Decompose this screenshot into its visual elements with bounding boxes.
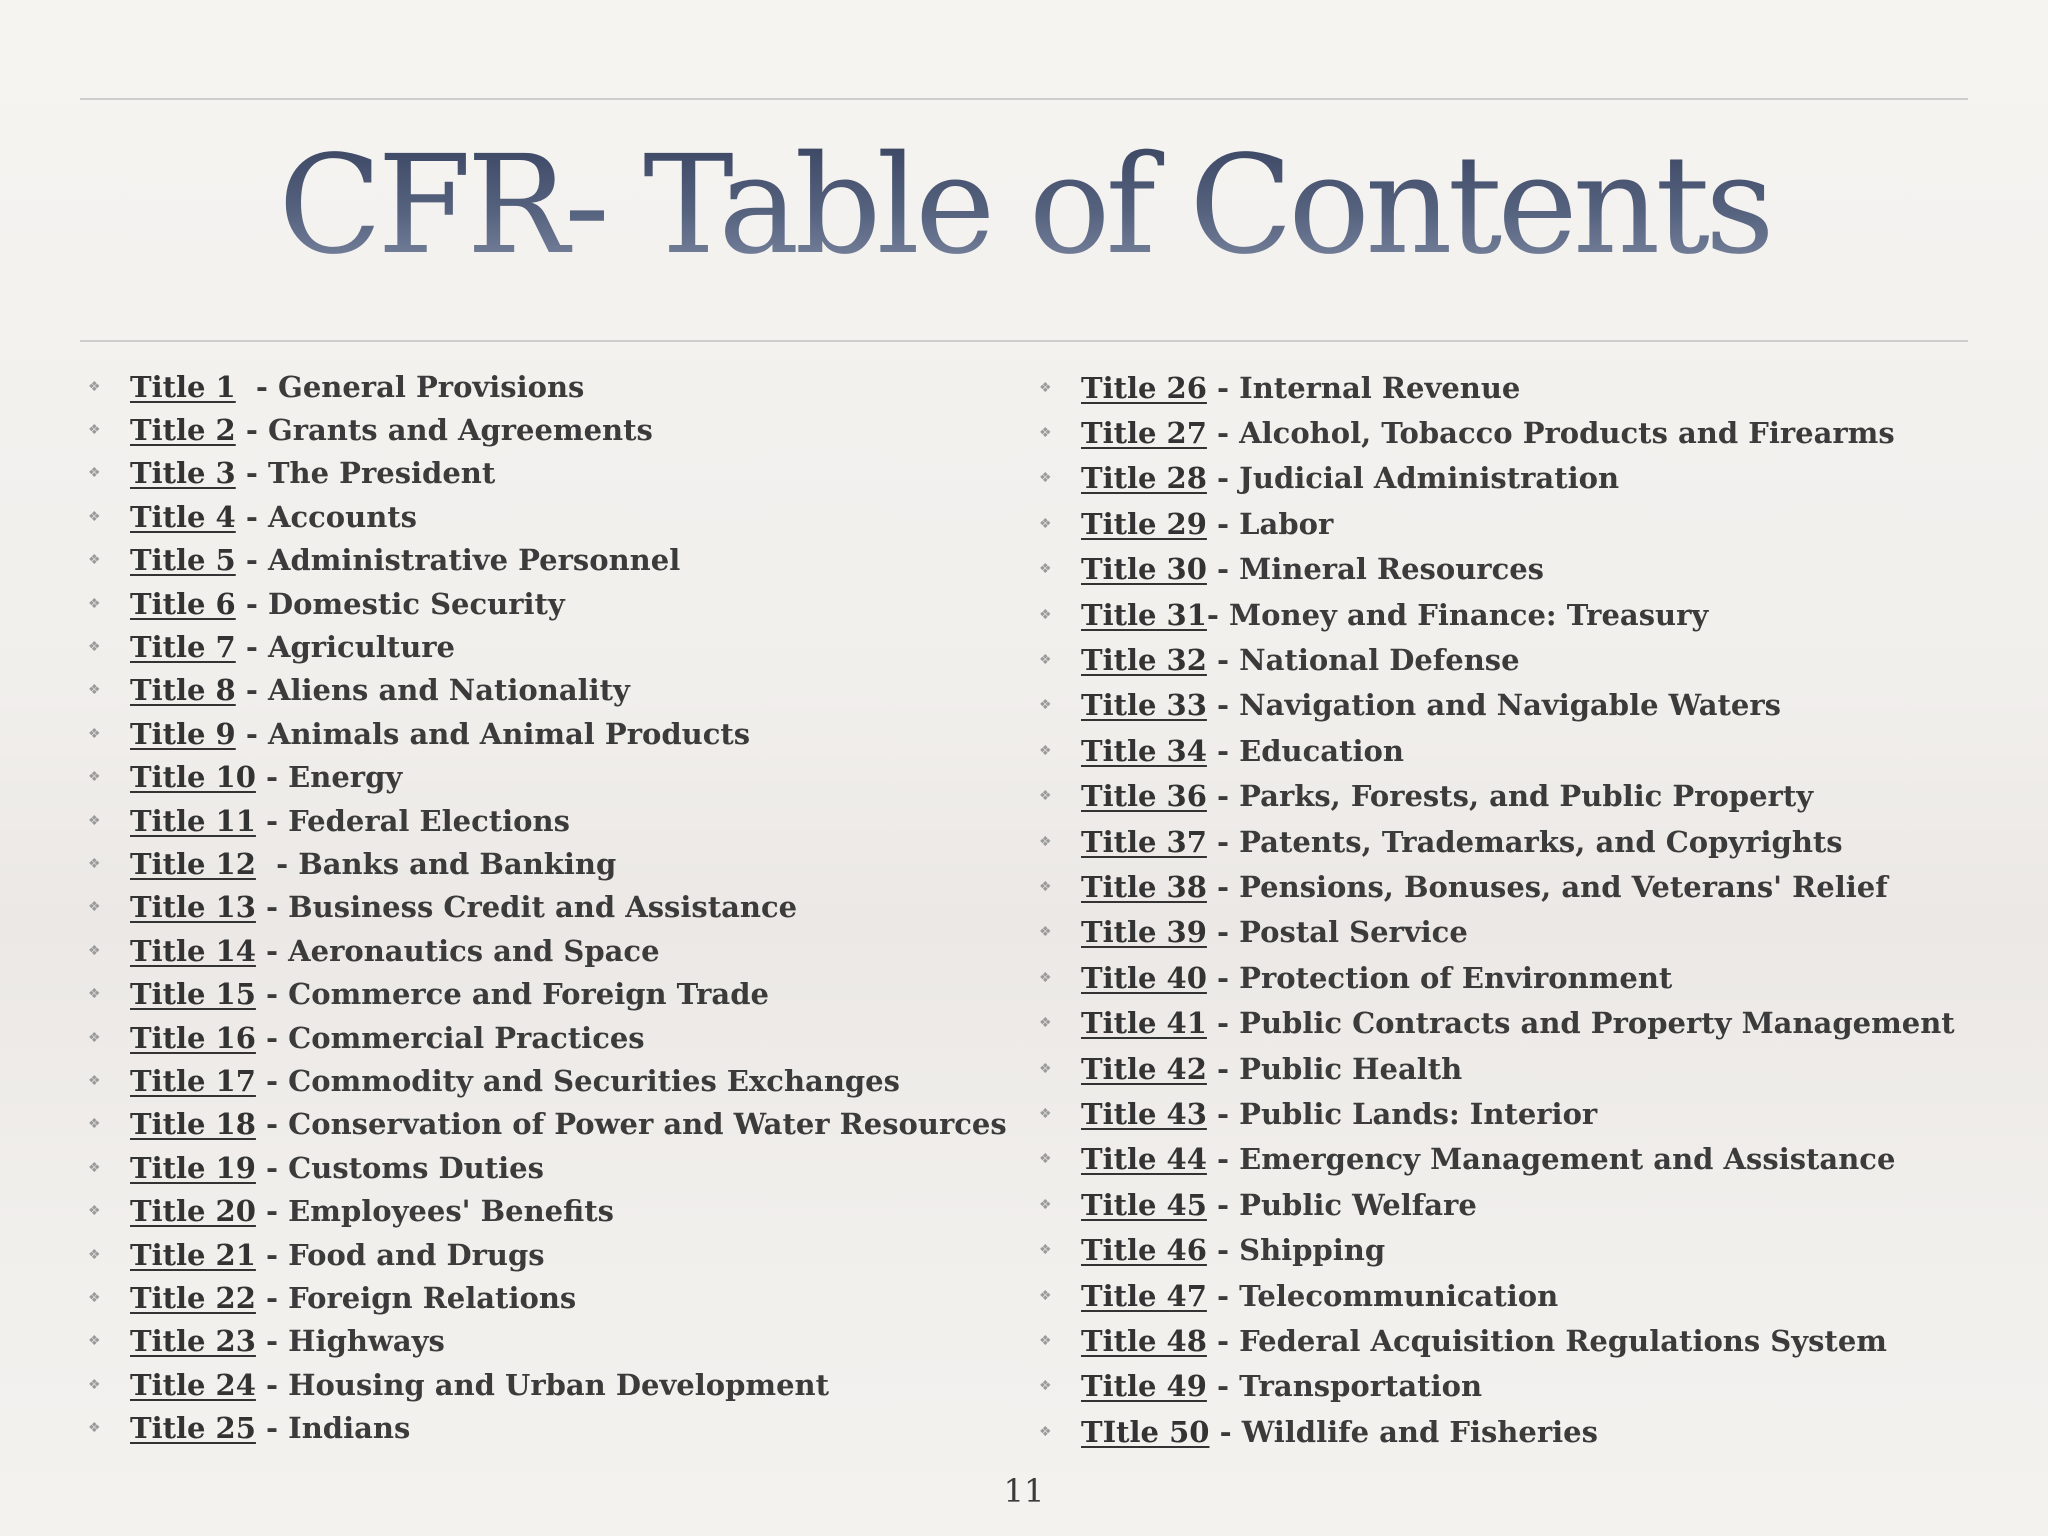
title-link[interactable]: Title 44 — [1081, 1142, 1207, 1177]
diamond-bullet-icon: ❖ — [88, 1289, 101, 1306]
diamond-bullet-icon: ❖ — [1039, 606, 1052, 623]
toc-list-item — [88, 1276, 1007, 1319]
title-link[interactable]: Title 28 — [1081, 461, 1207, 496]
toc-list-item — [1039, 1137, 1955, 1182]
slide-title: CFR- Table of Contents — [0, 138, 2048, 274]
title-link[interactable]: Title 15 — [130, 977, 256, 1012]
toc-list-item — [88, 1016, 1007, 1059]
title-description: - Telecommunication — [1206, 1278, 1559, 1313]
toc-list-item — [88, 1189, 1007, 1232]
toc-list-item — [1039, 774, 1955, 819]
title-link[interactable]: Title 5 — [130, 543, 236, 578]
diamond-bullet-icon: ❖ — [1039, 652, 1052, 669]
diamond-bullet-icon: ❖ — [1039, 697, 1052, 714]
diamond-bullet-icon: ❖ — [88, 595, 101, 612]
toc-list-item — [88, 1059, 1007, 1102]
title-link[interactable]: Title 21 — [130, 1237, 256, 1272]
diamond-bullet-icon: ❖ — [1039, 1332, 1052, 1349]
toc-list-item — [1039, 547, 1955, 592]
top-divider — [80, 98, 1968, 100]
diamond-bullet-icon: ❖ — [88, 552, 101, 569]
title-link[interactable]: Title 41 — [1081, 1006, 1207, 1041]
title-link[interactable]: Title 20 — [130, 1194, 256, 1229]
toc-list-item — [88, 408, 1007, 451]
title-link[interactable]: Title 49 — [1081, 1369, 1207, 1404]
toc-list-item — [1039, 1273, 1955, 1318]
diamond-bullet-icon: ❖ — [88, 1203, 101, 1220]
diamond-bullet-icon: ❖ — [1039, 1196, 1052, 1213]
diamond-bullet-icon: ❖ — [88, 812, 101, 829]
title-description: - Money and Finance: Treasury — [1206, 597, 1709, 632]
toc-list-item — [1039, 910, 1955, 955]
title-link[interactable]: Title 31 — [1081, 597, 1207, 632]
title-link[interactable]: Title 30 — [1081, 552, 1207, 587]
diamond-bullet-icon: ❖ — [1039, 1105, 1052, 1122]
title-link[interactable]: Title 13 — [130, 890, 256, 925]
toc-list-item — [88, 539, 1007, 582]
toc-list-item — [1039, 456, 1955, 501]
toc-list-item — [1039, 1182, 1955, 1227]
title-link[interactable]: Title 32 — [1081, 643, 1207, 678]
title-description: - Labor — [1206, 506, 1334, 541]
diamond-bullet-icon: ❖ — [88, 465, 101, 482]
title-description: - Mineral Resources — [1206, 552, 1545, 587]
title-description: - National Defense — [1206, 643, 1520, 678]
title-description: - Administrative Personnel — [235, 543, 681, 578]
title-link[interactable]: Title 3 — [130, 456, 236, 491]
diamond-bullet-icon: ❖ — [88, 769, 101, 786]
toc-list-item — [88, 495, 1007, 538]
toc-list-item — [1039, 728, 1955, 773]
title-link[interactable]: Title 12 — [130, 846, 256, 881]
diamond-bullet-icon: ❖ — [88, 1246, 101, 1263]
diamond-bullet-icon: ❖ — [88, 508, 101, 525]
toc-list-item — [88, 842, 1007, 885]
title-description: - Internal Revenue — [1206, 370, 1521, 405]
diamond-bullet-icon: ❖ — [1039, 969, 1052, 986]
toc-list-item — [88, 582, 1007, 625]
title-description: - Judicial Administration — [1206, 461, 1620, 496]
title-description: - Patents, Trademarks, and Copyrights — [1206, 824, 1843, 859]
title-link[interactable]: Title 25 — [130, 1411, 256, 1446]
toc-list-item — [88, 756, 1007, 799]
title-description: - Commerce and Foreign Trade — [255, 977, 769, 1012]
title-link[interactable]: Title 8 — [130, 673, 236, 708]
title-description: - Education — [1206, 733, 1404, 768]
title-link[interactable]: Title 2 — [130, 413, 236, 448]
diamond-bullet-icon: ❖ — [88, 1029, 101, 1046]
title-description: - Public Welfare — [1206, 1187, 1477, 1222]
toc-list-item — [1039, 1318, 1955, 1363]
title-description: - Shipping — [1206, 1233, 1386, 1268]
toc-list-item — [1039, 1409, 1955, 1454]
toc-list-item — [88, 712, 1007, 755]
diamond-bullet-icon: ❖ — [1039, 742, 1052, 759]
title-description: - Aliens and Nationality — [235, 673, 630, 708]
title-link[interactable]: Title 47 — [1081, 1278, 1207, 1313]
title-description: - Domestic Security — [235, 586, 565, 621]
toc-list-item — [88, 1146, 1007, 1189]
diamond-bullet-icon: ❖ — [88, 942, 101, 959]
title-link[interactable]: Title 1 — [130, 369, 236, 404]
title-description: - Food and Drugs — [255, 1237, 545, 1272]
diamond-bullet-icon: ❖ — [1039, 924, 1052, 941]
title-description: - Parks, Forests, and Public Property — [1206, 779, 1814, 814]
toc-list-item — [88, 929, 1007, 972]
diamond-bullet-icon: ❖ — [1039, 425, 1052, 442]
diamond-bullet-icon: ❖ — [88, 855, 101, 872]
title-description: - Federal Elections — [255, 803, 570, 838]
toc-list-item — [88, 1320, 1007, 1363]
diamond-bullet-icon: ❖ — [88, 378, 101, 395]
diamond-bullet-icon: ❖ — [1039, 379, 1052, 396]
title-link[interactable]: Title 37 — [1081, 824, 1207, 859]
title-link[interactable]: Title 33 — [1081, 688, 1207, 723]
right-title-list — [1039, 365, 1955, 1454]
title-link[interactable]: Title 19 — [130, 1150, 256, 1185]
diamond-bullet-icon: ❖ — [1039, 470, 1052, 487]
toc-list-item — [1039, 501, 1955, 546]
diamond-bullet-icon: ❖ — [88, 1420, 101, 1437]
toc-list-item — [88, 799, 1007, 842]
toc-list-item — [1039, 864, 1955, 909]
diamond-bullet-icon: ❖ — [88, 899, 101, 916]
diamond-bullet-icon: ❖ — [88, 725, 101, 742]
diamond-bullet-icon: ❖ — [1039, 788, 1052, 805]
toc-list-item — [88, 972, 1007, 1015]
title-description: - The President — [235, 456, 496, 491]
toc-list-item — [1039, 592, 1955, 637]
diamond-bullet-icon: ❖ — [1039, 878, 1052, 895]
toc-list-item — [1039, 819, 1955, 864]
title-description: - Banks and Banking — [255, 846, 617, 881]
diamond-bullet-icon: ❖ — [1039, 833, 1052, 850]
diamond-bullet-icon: ❖ — [1039, 1423, 1052, 1440]
title-description: - Aeronautics and Space — [255, 933, 660, 968]
title-description: - Navigation and Navigable Waters — [1206, 688, 1781, 723]
title-link[interactable]: Title 36 — [1081, 779, 1207, 814]
title-link[interactable]: Title 16 — [130, 1020, 256, 1055]
title-description: - Accounts — [235, 499, 418, 534]
diamond-bullet-icon: ❖ — [88, 1333, 101, 1350]
toc-list-item — [1039, 683, 1955, 728]
toc-list-item — [88, 1103, 1007, 1146]
title-description: - Agriculture — [235, 630, 456, 665]
title-description: - Animals and Animal Products — [235, 716, 751, 751]
diamond-bullet-icon: ❖ — [1039, 1242, 1052, 1259]
title-link[interactable]: Title 29 — [1081, 506, 1207, 541]
title-link[interactable]: Title 39 — [1081, 915, 1207, 950]
diamond-bullet-icon: ❖ — [1039, 1015, 1052, 1032]
title-description: - Conservation of Power and Water Resources — [255, 1107, 1007, 1142]
toc-list-item — [1039, 1046, 1955, 1091]
toc-list-item — [88, 625, 1007, 668]
title-description: - Business Credit and Assistance — [255, 890, 798, 925]
title-description: - Commodity and Securities Exchanges — [255, 1063, 900, 1098]
title-link[interactable]: Title 46 — [1081, 1233, 1207, 1268]
title-description: - Federal Acquisition Regulations System — [1206, 1323, 1887, 1358]
title-link[interactable]: Title 26 — [1081, 370, 1207, 405]
title-description: - General Provisions — [235, 369, 585, 404]
title-link[interactable]: Title 9 — [130, 716, 236, 751]
title-description: - Transportation — [1206, 1369, 1483, 1404]
title-link[interactable]: Title 18 — [130, 1107, 256, 1142]
toc-list-item — [1039, 365, 1955, 410]
toc-list-item — [88, 1406, 1007, 1449]
diamond-bullet-icon: ❖ — [88, 682, 101, 699]
diamond-bullet-icon: ❖ — [88, 1116, 101, 1133]
title-description: - Public Lands: Interior — [1206, 1096, 1598, 1131]
toc-list-item — [1039, 1000, 1955, 1045]
title-link[interactable]: Title 40 — [1081, 960, 1207, 995]
title-link[interactable]: Title 43 — [1081, 1096, 1207, 1131]
diamond-bullet-icon: ❖ — [88, 986, 101, 1003]
diamond-bullet-icon: ❖ — [88, 1376, 101, 1393]
toc-list-item — [1039, 637, 1955, 682]
title-description: - Public Contracts and Property Management — [1206, 1006, 1955, 1041]
title-description: - Commercial Practices — [255, 1020, 645, 1055]
toc-list-item — [1039, 1091, 1955, 1136]
title-link[interactable]: Title 34 — [1081, 733, 1207, 768]
toc-list-item — [88, 1363, 1007, 1406]
title-description: - Grants and Agreements — [235, 413, 653, 448]
diamond-bullet-icon: ❖ — [1039, 1060, 1052, 1077]
page-number: 11 — [1003, 1472, 1045, 1510]
diamond-bullet-icon: ❖ — [1039, 515, 1052, 532]
toc-list-item — [1039, 1364, 1955, 1409]
title-description: - Energy — [255, 760, 403, 795]
title-link[interactable]: Title 27 — [1081, 416, 1207, 451]
title-link[interactable]: Title 4 — [130, 499, 236, 534]
title-link[interactable]: Title 24 — [130, 1367, 256, 1402]
title-description: - Employees' Benefits — [255, 1194, 614, 1229]
toc-list-item — [88, 365, 1007, 408]
toc-list-item — [88, 452, 1007, 495]
title-link[interactable]: Title 42 — [1081, 1051, 1207, 1086]
title-description: - Customs Duties — [255, 1150, 544, 1185]
diamond-bullet-icon: ❖ — [88, 639, 101, 656]
title-description: - Foreign Relations — [255, 1280, 577, 1315]
title-link[interactable]: Title 10 — [130, 760, 256, 795]
title-link[interactable]: Title 38 — [1081, 869, 1207, 904]
title-description: - Public Health — [1206, 1051, 1463, 1086]
title-description: - Wildlife and Fisheries — [1209, 1414, 1598, 1449]
toc-list-item — [1039, 1227, 1955, 1272]
title-description: - Highways — [255, 1324, 445, 1359]
title-description: - Protection of Environment — [1206, 960, 1673, 995]
title-description: - Housing and Urban Development — [255, 1367, 829, 1402]
toc-list-item — [88, 1233, 1007, 1276]
diamond-bullet-icon: ❖ — [1039, 1151, 1052, 1168]
title-description: - Indians — [255, 1411, 411, 1446]
title-divider — [80, 340, 1968, 342]
title-link[interactable]: TItle 50 — [1081, 1414, 1210, 1449]
title-link[interactable]: Title 23 — [130, 1324, 256, 1359]
title-link[interactable]: Title 48 — [1081, 1323, 1207, 1358]
diamond-bullet-icon: ❖ — [88, 422, 101, 439]
title-description: - Postal Service — [1206, 915, 1468, 950]
title-link[interactable]: Title 6 — [130, 586, 236, 621]
title-link[interactable]: Title 17 — [130, 1063, 256, 1098]
title-description: - Emergency Management and Assistance — [1206, 1142, 1896, 1177]
title-link[interactable]: Title 11 — [130, 803, 256, 838]
toc-list-item — [1039, 410, 1955, 455]
diamond-bullet-icon: ❖ — [1039, 1287, 1052, 1304]
toc-list-item — [88, 669, 1007, 712]
title-link[interactable]: Title 45 — [1081, 1187, 1207, 1222]
toc-list-item — [88, 886, 1007, 929]
diamond-bullet-icon: ❖ — [88, 1159, 101, 1176]
title-link[interactable]: Title 14 — [130, 933, 256, 968]
left-title-list — [88, 365, 1007, 1450]
diamond-bullet-icon: ❖ — [88, 1072, 101, 1089]
title-link[interactable]: Title 7 — [130, 630, 236, 665]
title-link[interactable]: Title 22 — [130, 1280, 256, 1315]
toc-list-item — [1039, 955, 1955, 1000]
title-description: - Pensions, Bonuses, and Veterans' Relief — [1206, 869, 1888, 904]
diamond-bullet-icon: ❖ — [1039, 561, 1052, 578]
title-description: - Alcohol, Tobacco Products and Firearms — [1206, 416, 1895, 451]
diamond-bullet-icon: ❖ — [1039, 1378, 1052, 1395]
